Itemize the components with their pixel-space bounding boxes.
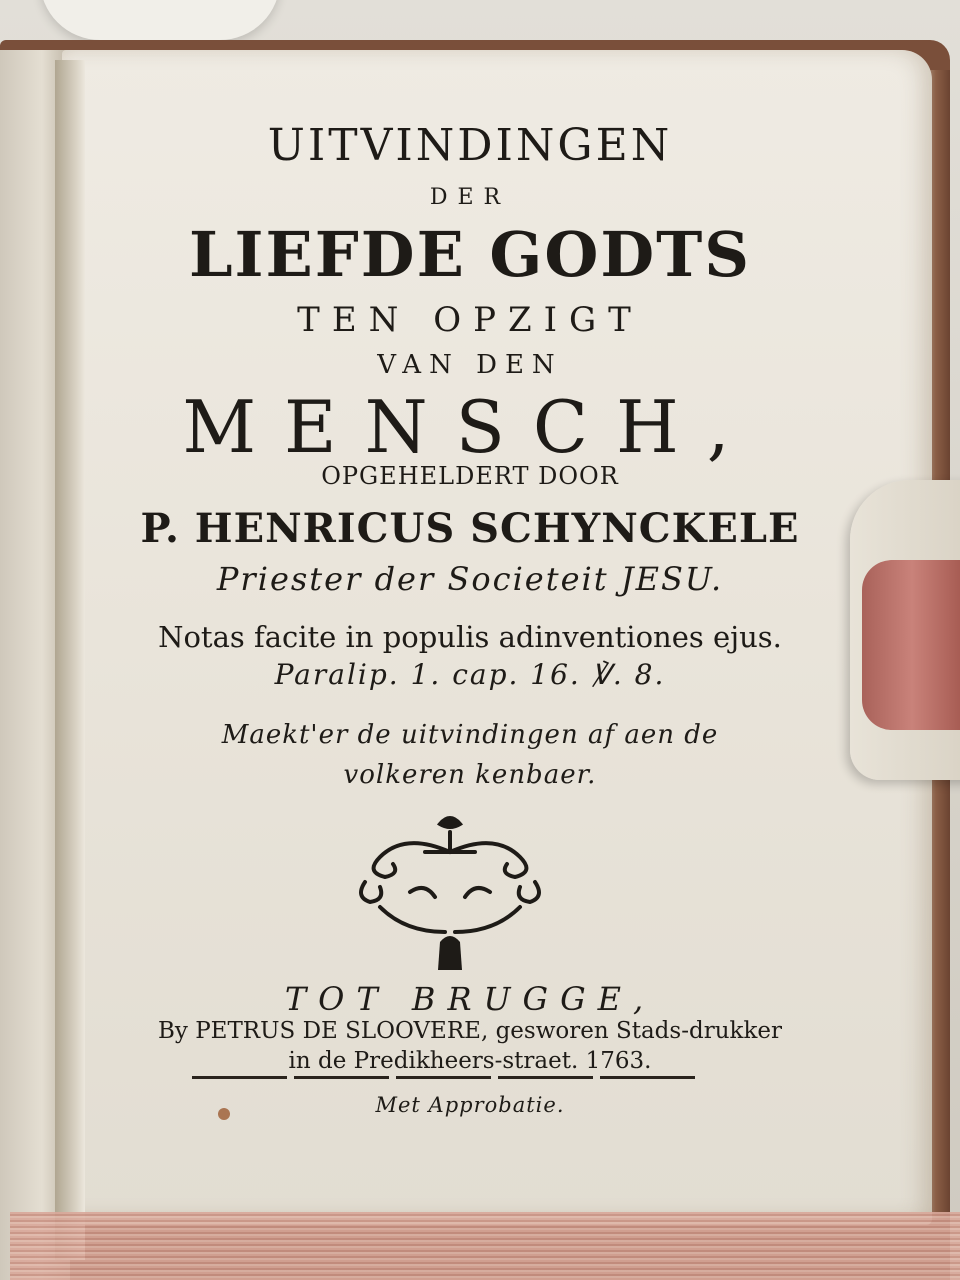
bottom-page-edge [10,1212,960,1280]
title-line-der: DER [429,185,511,210]
dutch-motto-line-2: volkeren kenbaer. [343,760,597,790]
title-line-uitvindingen: UITVINDINGEN [267,120,673,171]
printer-ornament-icon [345,812,555,972]
title-line-ten-opzigt: TEN OPZIGT [297,300,643,340]
subtitle-opgeheldert: OPGEHELDERT DOOR [321,462,619,490]
book-gutter [55,60,85,1260]
title-line-van-den: VAN DEN [377,350,563,380]
top-object [40,0,280,40]
author-title: Priester der Societeit JESU. [216,560,724,598]
motto-reference: Paralip. 1. cap. 16. ℣. 8. [274,658,666,691]
second-book-spine [862,560,960,730]
imprint-rule [192,1076,697,1079]
foxing-stain [218,1108,230,1120]
imprint-address: in de Predikheers-straet. 1763. [288,1048,652,1074]
author-name: P. HENRICUS SCHYNCKELE [140,505,800,552]
approbation-note: Met Approbatie. [375,1093,565,1117]
imprint-printer: By PETRUS DE SLOOVERE, gesworen Stads-drukker [157,1018,782,1044]
title-line-mensch: MENSCH, [182,385,758,469]
latin-motto: Notas facite in populis adinventiones ejus. [158,620,782,654]
title-line-liefde-godts: LIEFDE GODTS [188,218,752,291]
dutch-motto-line-1: Maekt'er de uitvindingen af aen de [221,720,719,750]
imprint-place: TOT BRUGGE, [284,980,656,1018]
